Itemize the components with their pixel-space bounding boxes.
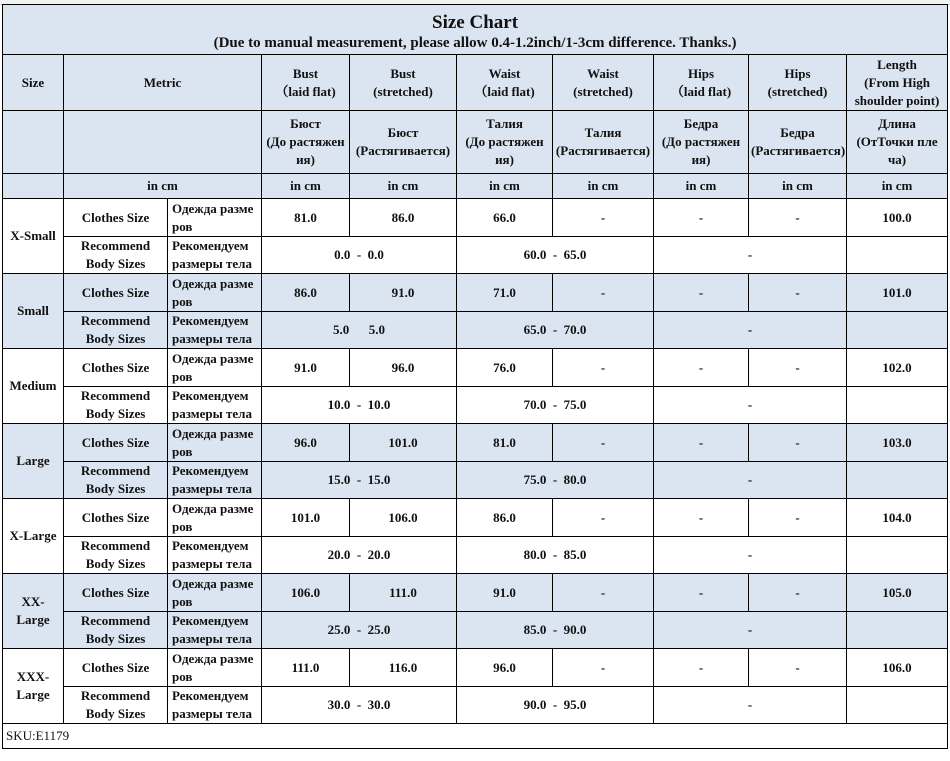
waist-stretched-value <box>553 499 654 537</box>
size-name-cell-text: XX- Large <box>16 594 50 627</box>
body-length-empty <box>847 462 948 499</box>
body-waist-range-text: 65.0 - 70.0 <box>523 322 587 337</box>
body-hips-range <box>654 312 847 349</box>
clothes-size-label <box>64 649 168 687</box>
units-cell: in cm <box>847 174 948 199</box>
size-row-recommend <box>3 537 948 574</box>
body-waist-range-text: 90.0 - 95.0 <box>523 697 587 712</box>
bust-stretched-value-text: 101.0 <box>388 434 418 450</box>
body-length-empty <box>847 687 948 724</box>
hips-flat-header: Hips （laid flat) <box>654 55 749 111</box>
body-length-empty <box>847 537 948 574</box>
waist-stretched-value-text: - <box>600 284 606 300</box>
size-name-cell-text: XXX- Large <box>16 669 50 702</box>
hips-stretched-value-text: - <box>795 434 800 450</box>
hips-stretched-header: Hips (stretched) <box>749 55 847 111</box>
hips-stretched-value <box>749 274 847 312</box>
metric-header: Metric <box>64 55 262 111</box>
clothes-size-label-ru <box>168 499 262 537</box>
recommend-label-text: Recommend Body Sizes <box>80 613 151 646</box>
bust-flat-value <box>262 574 350 612</box>
hips-flat-value-text: - <box>698 434 704 450</box>
size-name-cell <box>3 649 64 724</box>
size-row-recommend <box>3 612 948 649</box>
body-hips-range-text: - <box>747 697 753 712</box>
body-bust-range <box>262 237 457 274</box>
bust-stretched-value-text: 116.0 <box>388 659 418 675</box>
waist-stretched-value <box>553 574 654 612</box>
body-hips-range <box>654 612 847 649</box>
hips-flat-value <box>654 499 749 537</box>
size-name-cell-text: Large <box>16 453 50 468</box>
body-bust-range <box>262 387 457 424</box>
header-row-en <box>3 55 948 111</box>
bust-flat-value <box>262 424 350 462</box>
waist-flat-value-text: 71.0 <box>493 284 516 300</box>
hips-stretched-value-text: - <box>795 659 800 675</box>
bust-stretched-value-text: 106.0 <box>388 509 418 525</box>
length-value-text: 101.0 <box>882 284 912 300</box>
waist-flat-value <box>457 424 553 462</box>
body-bust-range <box>262 312 457 349</box>
size-header: Size <box>3 55 64 111</box>
size-name-cell-text: X-Small <box>10 228 56 243</box>
clothes-size-label-ru-text: Одежда разме ров <box>172 200 254 234</box>
bust-stretched-value-text: 86.0 <box>391 209 415 225</box>
clothes-size-label-text: Clothes Size <box>81 659 150 675</box>
length-value <box>847 499 948 537</box>
size-name-cell <box>3 349 64 424</box>
bust-flat-header-ru: Бюст (До растяжен ия) <box>262 111 350 174</box>
hips-stretched-value <box>749 424 847 462</box>
body-hips-range <box>654 537 847 574</box>
body-hips-range-text: - <box>747 622 753 637</box>
hips-stretched-value <box>749 649 847 687</box>
body-waist-range <box>457 687 654 724</box>
body-waist-range-text: 85.0 - 90.0 <box>523 622 587 637</box>
recommend-label-ru-text: Рекомендуем размеры тела <box>172 388 252 421</box>
recommend-label-ru <box>168 687 262 724</box>
hips-stretched-value-text: - <box>795 509 800 525</box>
units-cell: in cm <box>654 174 749 199</box>
hips-stretched-value <box>749 349 847 387</box>
sku-label-text: SKU:E1179 <box>6 728 70 743</box>
body-bust-range-text: 15.0 - 15.0 <box>327 472 391 487</box>
recommend-label-ru-text: Рекомендуем размеры тела <box>172 313 252 346</box>
length-header-ru: Длина (ОтТочки пле ча) <box>847 111 948 174</box>
metric-header-ru <box>64 111 262 174</box>
clothes-size-label-ru-text: Одежда разме ров <box>172 275 254 309</box>
waist-flat-value <box>457 574 553 612</box>
waist-flat-value-text: 96.0 <box>493 659 516 675</box>
size-row-clothes <box>3 274 948 312</box>
clothes-size-label-ru-text: Одежда разме ров <box>172 500 254 534</box>
units-metric: in cm <box>64 174 262 199</box>
recommend-label <box>64 612 168 649</box>
recommend-label-ru-text: Рекомендуем размеры тела <box>172 613 252 646</box>
body-length-empty <box>847 612 948 649</box>
recommend-label-ru-text: Рекомендуем размеры тела <box>172 238 252 271</box>
length-value-text: 103.0 <box>882 434 912 450</box>
clothes-size-label-ru <box>168 274 262 312</box>
recommend-label-ru <box>168 537 262 574</box>
bust-stretched-value-text: 96.0 <box>391 359 415 375</box>
clothes-size-label-ru-text: Одежда разме ров <box>172 425 254 459</box>
recommend-label-ru-text: Рекомендуем размеры тела <box>172 538 252 571</box>
recommend-label-text: Recommend Body Sizes <box>80 388 151 421</box>
waist-stretched-header: Waist (stretched) <box>553 55 654 111</box>
hips-stretched-value <box>749 499 847 537</box>
clothes-size-label-ru-text: Одежда разме ров <box>172 650 254 684</box>
body-bust-range-text: 20.0 - 20.0 <box>327 547 391 562</box>
clothes-size-label-ru <box>168 649 262 687</box>
recommend-label-text: Recommend Body Sizes <box>80 313 151 346</box>
recommend-label <box>64 462 168 499</box>
length-value <box>847 349 948 387</box>
size-row-clothes <box>3 349 948 387</box>
waist-stretched-value-text: - <box>600 359 606 375</box>
bust-flat-value <box>262 349 350 387</box>
bust-flat-header: Bust （laid flat) <box>262 55 350 111</box>
hips-stretched-value <box>749 574 847 612</box>
hips-flat-value-text: - <box>698 209 704 225</box>
recommend-label-text: Recommend Body Sizes <box>80 238 151 271</box>
waist-flat-header-ru: Талия (До растяжен ия) <box>457 111 553 174</box>
hips-flat-value <box>654 199 749 237</box>
bust-stretched-header: Bust (stretched) <box>350 55 457 111</box>
recommend-label-ru <box>168 312 262 349</box>
clothes-size-label-ru-text: Одежда разме ров <box>172 575 254 609</box>
size-name-cell <box>3 274 64 349</box>
hips-stretched-header-ru: Бедра (Растягивается) <box>749 111 847 174</box>
size-row-recommend <box>3 312 948 349</box>
recommend-label-ru <box>168 612 262 649</box>
clothes-size-label-text: Clothes Size <box>81 209 150 225</box>
recommend-label-ru <box>168 387 262 424</box>
waist-flat-value <box>457 649 553 687</box>
body-waist-range-text: 75.0 - 80.0 <box>523 472 587 487</box>
waist-flat-value-text: 76.0 <box>493 359 516 375</box>
hips-flat-value <box>654 274 749 312</box>
body-waist-range-text: 80.0 - 85.0 <box>523 547 587 562</box>
bust-stretched-value <box>350 349 457 387</box>
bust-flat-value-text: 81.0 <box>294 209 317 225</box>
bust-stretched-value <box>350 424 457 462</box>
sku-row <box>3 724 948 749</box>
clothes-size-label <box>64 274 168 312</box>
recommend-label-text: Recommend Body Sizes <box>80 688 151 721</box>
hips-stretched-value-text: - <box>795 584 800 600</box>
bust-flat-value <box>262 274 350 312</box>
body-bust-range-text: 0.0 - 0.0 <box>334 247 384 262</box>
bust-flat-value-text: 91.0 <box>294 359 317 375</box>
body-waist-range <box>457 387 654 424</box>
bust-stretched-header-ru: Бюст (Растягивается) <box>350 111 457 174</box>
recommend-label-ru <box>168 462 262 499</box>
body-hips-range <box>654 237 847 274</box>
size-name-cell <box>3 199 64 274</box>
length-header: Length (From High shoulder point) <box>847 55 948 111</box>
units-cell: in cm <box>350 174 457 199</box>
size-row-recommend <box>3 462 948 499</box>
body-bust-range <box>262 687 457 724</box>
length-value <box>847 424 948 462</box>
size-row-recommend <box>3 237 948 274</box>
size-chart-table <box>2 4 948 749</box>
units-cell: in cm <box>457 174 553 199</box>
units-cell: in cm <box>262 174 350 199</box>
body-length-empty <box>847 312 948 349</box>
bust-stretched-value-text: 91.0 <box>391 284 415 300</box>
clothes-size-label-ru <box>168 574 262 612</box>
bust-stretched-value-text: 111.0 <box>389 584 417 600</box>
body-waist-range <box>457 312 654 349</box>
hips-flat-value <box>654 574 749 612</box>
waist-flat-value <box>457 499 553 537</box>
size-row-recommend <box>3 687 948 724</box>
waist-stretched-header-ru: Талия (Растягивается) <box>553 111 654 174</box>
clothes-size-label-text: Clothes Size <box>81 584 150 600</box>
body-bust-range-text: 30.0 - 30.0 <box>327 697 391 712</box>
waist-flat-value-text: 66.0 <box>493 209 516 225</box>
recommend-label-text: Recommend Body Sizes <box>80 538 151 571</box>
waist-stretched-value <box>553 649 654 687</box>
clothes-size-label <box>64 574 168 612</box>
bust-stretched-value <box>350 574 457 612</box>
body-waist-range <box>457 462 654 499</box>
bust-flat-value <box>262 649 350 687</box>
hips-stretched-value-text: - <box>795 209 800 225</box>
clothes-size-label-ru-text: Одежда разме ров <box>172 350 254 384</box>
waist-stretched-value-text: - <box>600 209 606 225</box>
length-value <box>847 274 948 312</box>
bust-stretched-value <box>350 274 457 312</box>
bust-flat-value <box>262 199 350 237</box>
units-row <box>3 174 948 199</box>
hips-flat-value-text: - <box>698 659 704 675</box>
bust-stretched-value <box>350 499 457 537</box>
recommend-label <box>64 537 168 574</box>
body-bust-range <box>262 612 457 649</box>
size-name-cell-text: Medium <box>9 378 57 393</box>
hips-flat-value <box>654 349 749 387</box>
body-hips-range-text: - <box>747 322 753 337</box>
waist-stretched-value-text: - <box>600 434 606 450</box>
clothes-size-label-ru <box>168 199 262 237</box>
bust-flat-value <box>262 499 350 537</box>
page-subtitle: (Due to manual measurement, please allow 0.4-1.2inch/1-3cm difference. Thanks.) <box>213 34 737 51</box>
recommend-label-ru-text: Рекомендуем размеры тела <box>172 463 252 496</box>
waist-stretched-value-text: - <box>600 659 606 675</box>
size-name-cell <box>3 424 64 499</box>
length-value-text: 106.0 <box>882 659 912 675</box>
size-row-clothes <box>3 574 948 612</box>
body-hips-range-text: - <box>747 247 753 262</box>
waist-stretched-value <box>553 199 654 237</box>
waist-flat-value <box>457 274 553 312</box>
page-title: Size Chart <box>432 11 519 33</box>
hips-flat-value <box>654 424 749 462</box>
clothes-size-label-text: Clothes Size <box>81 284 150 300</box>
size-row-clothes <box>3 424 948 462</box>
sku-label <box>3 724 948 749</box>
size-name-cell <box>3 499 64 574</box>
bust-flat-value-text: 96.0 <box>294 434 317 450</box>
size-name-cell-text: X-Large <box>9 528 57 543</box>
body-waist-range-text: 60.0 - 65.0 <box>523 247 587 262</box>
title-cell <box>3 5 948 55</box>
waist-stretched-value-text: - <box>600 509 606 525</box>
recommend-label <box>64 312 168 349</box>
hips-flat-value-text: - <box>698 359 704 375</box>
size-header-ru <box>3 111 64 174</box>
body-bust-range <box>262 537 457 574</box>
hips-flat-value-text: - <box>698 584 704 600</box>
clothes-size-label-text: Clothes Size <box>81 509 150 525</box>
body-bust-range <box>262 462 457 499</box>
recommend-label <box>64 237 168 274</box>
body-waist-range <box>457 612 654 649</box>
recommend-label-text: Recommend Body Sizes <box>80 463 151 496</box>
clothes-size-label <box>64 499 168 537</box>
bust-flat-value-text: 106.0 <box>290 584 321 600</box>
body-bust-range-text: 5.0 5.0 <box>333 322 385 337</box>
waist-flat-value-text: 91.0 <box>493 584 516 600</box>
body-length-empty <box>847 387 948 424</box>
waist-stretched-value <box>553 274 654 312</box>
waist-flat-value-text: 86.0 <box>493 509 516 525</box>
waist-stretched-value <box>553 424 654 462</box>
size-row-clothes <box>3 649 948 687</box>
body-hips-range <box>654 462 847 499</box>
body-hips-range <box>654 687 847 724</box>
body-bust-range-text: 10.0 - 10.0 <box>327 397 391 412</box>
hips-flat-value-text: - <box>698 284 704 300</box>
body-hips-range <box>654 387 847 424</box>
body-bust-range-text: 25.0 - 25.0 <box>327 622 391 637</box>
size-row-recommend <box>3 387 948 424</box>
clothes-size-label-ru <box>168 349 262 387</box>
clothes-size-label-ru <box>168 424 262 462</box>
clothes-size-label <box>64 199 168 237</box>
hips-stretched-value-text: - <box>795 359 800 375</box>
body-hips-range-text: - <box>747 472 753 487</box>
recommend-label <box>64 687 168 724</box>
body-hips-range-text: - <box>747 397 753 412</box>
hips-stretched-value-text: - <box>795 284 800 300</box>
clothes-size-label <box>64 349 168 387</box>
clothes-size-label-text: Clothes Size <box>81 359 150 375</box>
body-hips-range-text: - <box>747 547 753 562</box>
body-waist-range-text: 70.0 - 75.0 <box>523 397 587 412</box>
hips-flat-value-text: - <box>698 509 704 525</box>
units-size-cell <box>3 174 64 199</box>
recommend-label <box>64 387 168 424</box>
length-value-text: 105.0 <box>882 584 912 600</box>
units-cell: in cm <box>553 174 654 199</box>
waist-flat-value <box>457 199 553 237</box>
hips-flat-header-ru: Бедра (До растяжен ия) <box>654 111 749 174</box>
waist-flat-header: Waist （laid flat) <box>457 55 553 111</box>
clothes-size-label-text: Clothes Size <box>81 434 150 450</box>
size-name-cell-text: Small <box>17 303 49 318</box>
waist-stretched-value <box>553 349 654 387</box>
body-waist-range <box>457 237 654 274</box>
waist-stretched-value-text: - <box>600 584 606 600</box>
body-length-empty <box>847 237 948 274</box>
length-value <box>847 574 948 612</box>
header-row-ru <box>3 111 948 174</box>
hips-stretched-value <box>749 199 847 237</box>
size-row-clothes <box>3 499 948 537</box>
waist-flat-value-text: 81.0 <box>493 434 516 450</box>
waist-flat-value <box>457 349 553 387</box>
bust-stretched-value <box>350 649 457 687</box>
clothes-size-label <box>64 424 168 462</box>
length-value-text: 100.0 <box>882 209 912 225</box>
length-value <box>847 199 948 237</box>
recommend-label-ru-text: Рекомендуем размеры тела <box>172 688 252 721</box>
size-row-clothes <box>3 199 948 237</box>
recommend-label-ru <box>168 237 262 274</box>
units-cell: in cm <box>749 174 847 199</box>
hips-flat-value <box>654 649 749 687</box>
body-waist-range <box>457 537 654 574</box>
bust-flat-value-text: 101.0 <box>290 509 321 525</box>
bust-stretched-value <box>350 199 457 237</box>
bust-flat-value-text: 86.0 <box>294 284 317 300</box>
length-value-text: 102.0 <box>882 359 912 375</box>
length-value <box>847 649 948 687</box>
size-name-cell <box>3 574 64 649</box>
length-value-text: 104.0 <box>882 509 912 525</box>
bust-flat-value-text: 111.0 <box>291 659 320 675</box>
